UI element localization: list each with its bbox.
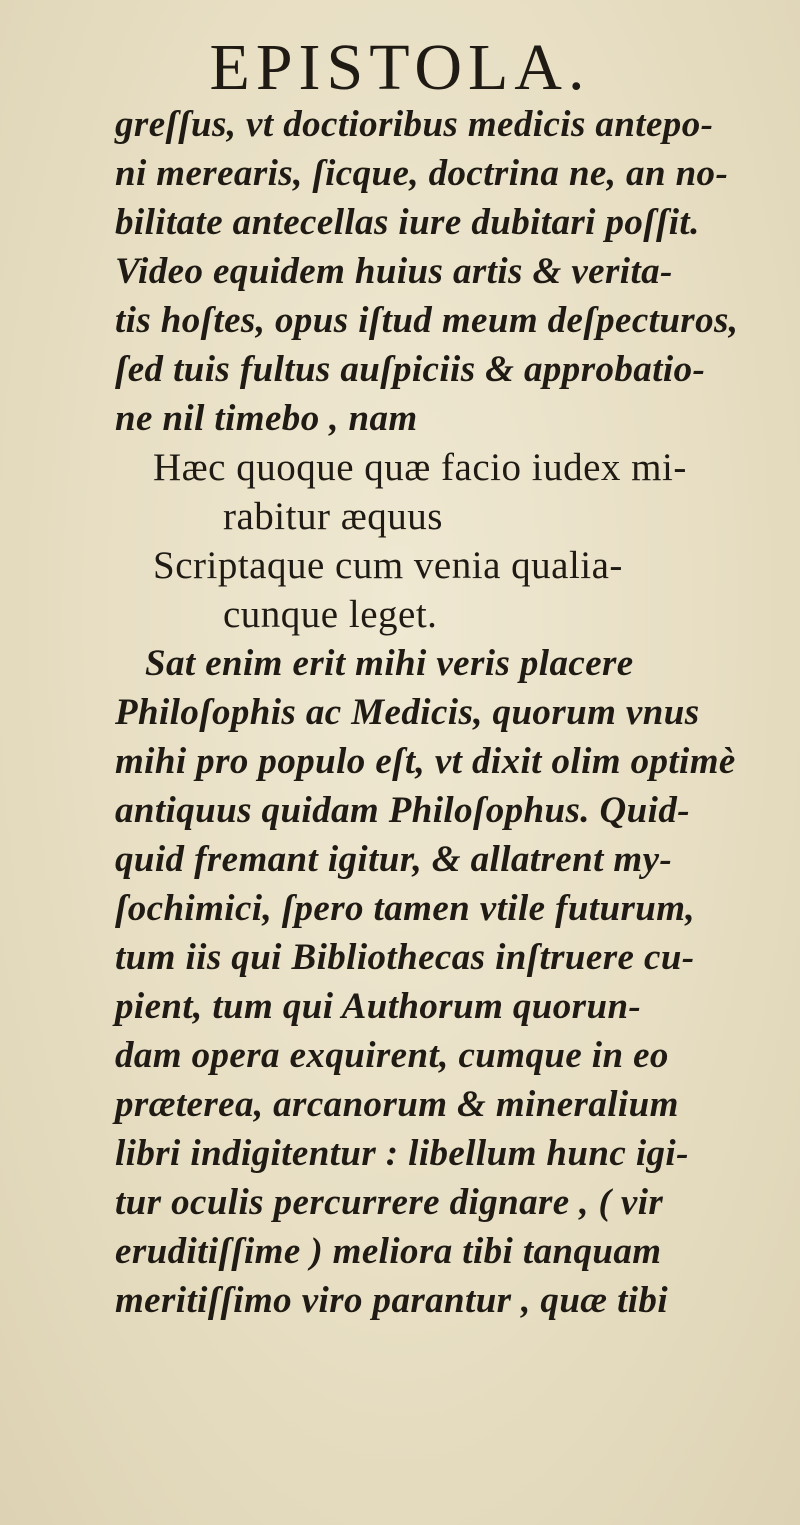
text-line: præterea, arcanorum & mineralium [115,1084,679,1125]
text-line: greſſus, vt doctioribus medicis antepo- [115,104,714,145]
text-line: Scriptaque cum venia qualia- [153,544,623,587]
text-line: quid fremant igitur, & allatrent my- [115,839,673,880]
text-line: mihi pro populo eſt, vt dixit olim optimè [115,741,736,782]
text-line: rabitur æquus [223,495,443,538]
text-line: Video equidem huius artis & verita- [115,251,673,292]
text-line: antiquus quidam Philoſophus. Quid- [115,790,690,831]
page-header: EPISTOLA. [209,31,591,104]
text-line: Hæc quoque quæ facio iudex mi- [153,446,687,489]
text-line: tis hoſtes, opus iſtud meum deſpecturos, [115,300,739,341]
text-line: ni merearis, ſicque, doctrina ne, an no- [115,153,729,194]
text-line: Philoſophis ac Medicis, quorum vnus [115,692,700,733]
body-text [115,100,780,1325]
text-line: Sat enim erit mihi veris placere [145,643,634,684]
text-line: libri indigitentur : libellum hunc igi- [115,1133,689,1174]
text-line: bilitate antecellas iure dubitari poſſit. [115,202,700,243]
text-line: tum iis qui Bibliothecas inſtruere cu- [115,937,695,978]
text-line: ne nil timebo , nam [115,398,418,439]
text-line: tur oculis percurrere dignare , ( vir [115,1182,664,1223]
text-line: meritiſſimo viro parantur , quæ tibi [115,1280,669,1321]
text-line: ſochimici, ſpero tamen vtile futurum, [115,888,696,929]
text-line: cunque leget. [223,593,438,636]
text-line: pient, tum qui Authorum quorun- [115,986,642,1027]
text-line: eruditiſſime ) meliora tibi tanquam [115,1231,662,1272]
text-line: ſed tuis fultus auſpiciis & approbatio- [115,349,706,390]
text-line: dam opera exquirent, cumque in eo [115,1035,669,1076]
